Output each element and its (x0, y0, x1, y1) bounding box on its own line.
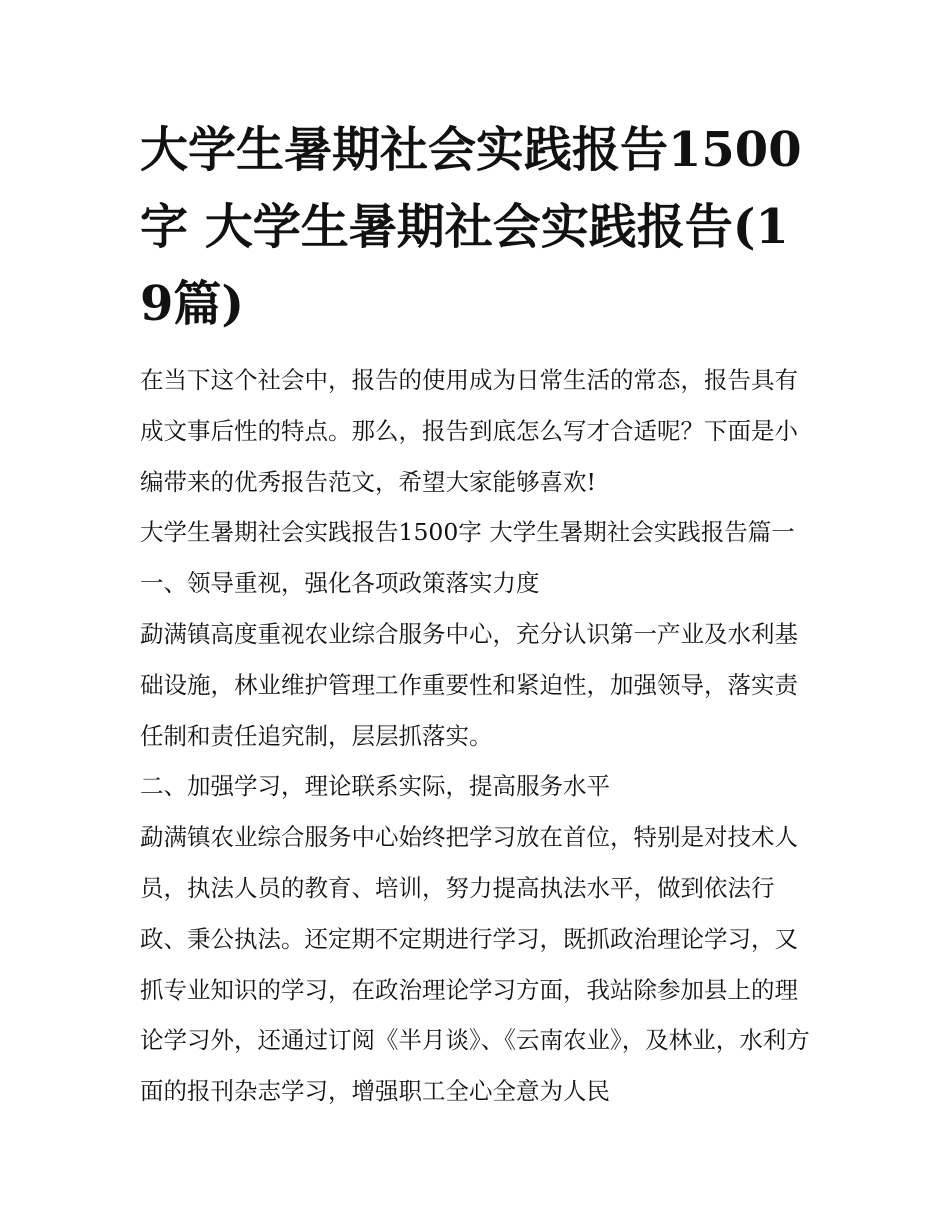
document-body (140, 355, 816, 1117)
body-paragraph: 勐满镇农业综合服务中心始终把学习放在首位，特别是对技术人员，执法人员的教育、培训，努力提高执法水平，做到依法行政、秉公执法。还定期不定期进行学习，既抓政治理论学习，又抓专业知识的学习，在政治理论学习方面，我站除参加县上的理论学习外，还通过订阅《半月谈》、《云南农业》，及林业，水利方面的报刊杂志学习，增强职工全心全意为人民 (140, 823, 810, 1106)
section-one-heading: 大学生暑期社会实践报告1500字 大学生暑期社会实践报告篇一 一、领导重视，强化各项政策落实力度 (140, 518, 795, 598)
document-page (140, 112, 816, 1117)
section-two-heading: 二、加强学习，理论联系实际，提高服务水平 (140, 772, 610, 801)
document-title: 大学生暑期社会实践报告1500字 大学生暑期社会实践报告(19篇) (140, 122, 802, 332)
intro-paragraph: 在当下这个社会中，报告的使用成为日常生活的常态，报告具有成文事后性的特点。那么，报告到底怎么写才合适呢？下面是小编带来的优秀报告范文，希望大家能够喜欢! (140, 366, 798, 496)
body-paragraph: 勐满镇高度重视农业综合服务中心，充分认识第一产业及水利基础设施，林业维护管理工作重要性和紧迫性，加强领导，落实责任制和责任追究制，层层抓落实。 (140, 619, 798, 750)
